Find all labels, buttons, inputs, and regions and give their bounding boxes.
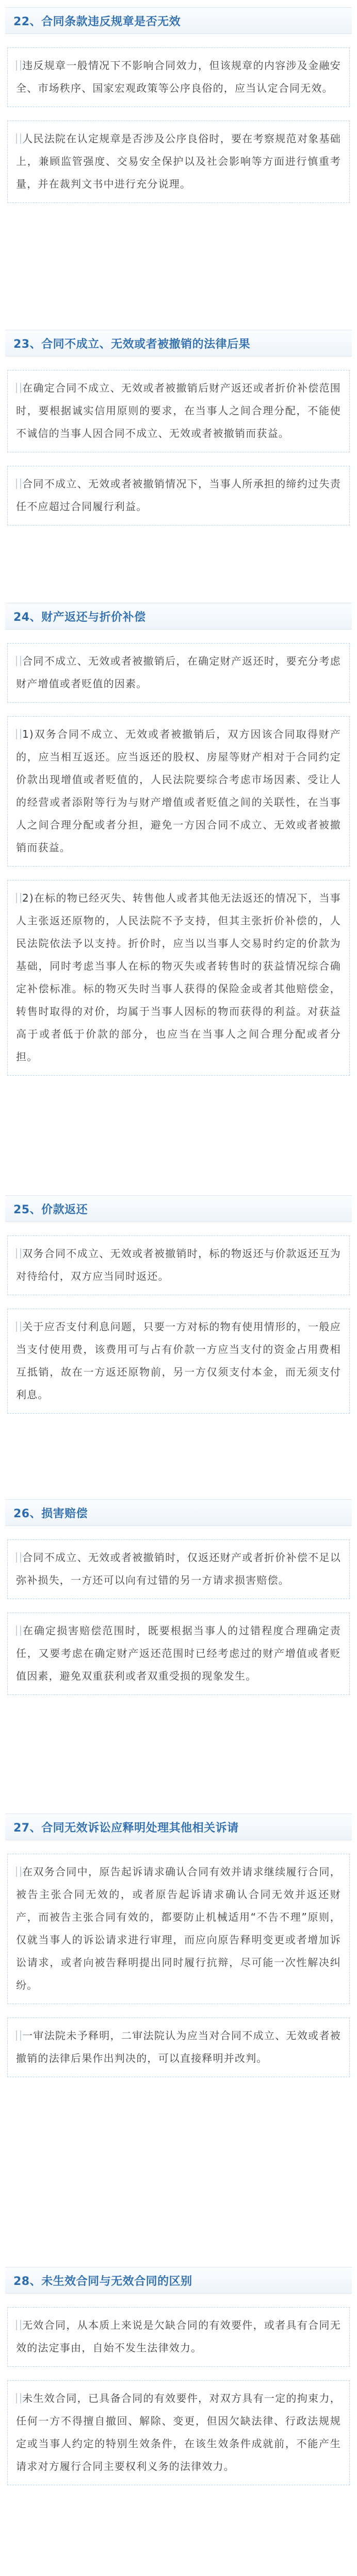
section-title: 27、合同无效诉讼应释明处理其他相关诉请: [13, 1821, 239, 1835]
paragraph-block: [7, 716, 350, 867]
quote-marker-icon: [16, 656, 21, 666]
paragraph-text: 合同不成立、无效或者被撤销情况下，当事人所承担的缔约过失责任不应超过合同履行利益。: [16, 478, 341, 513]
quote-marker-icon: [16, 2320, 21, 2330]
paragraph-text: 一审法院未予释明，二审法院认为应当对合同不成立、无效或者被撤销的法律后果作出判决的，可以直接释明并改判。: [16, 2029, 341, 2064]
paragraph-text: 在双务合同中，原告起诉请求确认合同有效并请求继续履行合同，被告主张合同无效的，或者原告起诉请求确认合同无效并返还财产，而被告主张合同有效的，都要防止机械适用“不告不理”原则，仅就当事人的诉讼请求进行审理，而应向原告释明变更或者增加诉讼请求，或者向被告释明提出同时履行抗辩，尽可能一次性解决纠纷。: [16, 1866, 341, 1991]
paragraph-block: [7, 1539, 350, 1599]
section-27: [0, 1814, 357, 2077]
section-heading: [5, 7, 352, 34]
paragraph-text: 2)在标的物已经灭失、转售他人或者其他无法返还的情况下，当事人主张返还原物的，人民法院不予支持，但其主张折价补偿的，人民法院依法予以支持。折价时，应当以当事人交易时约定的价款为基础，同时考虑当事人在标的物灭失或者转售时的获益情况综合确定补偿标准。标的物灭失时当事人获得的保险金或者其他赔偿金，转售时取得的对价，均属于当事人因标的物而获得的利益。对获益高于或者低于价款的部分，也应当在当事人之间合理分配或者分担。: [16, 892, 341, 1063]
paragraph-block: [7, 643, 350, 703]
quote-marker-icon: [16, 893, 21, 903]
paragraph-text: 未生效合同，已具备合同的有效要件，对双方具有一定的拘束力，任何一方不得擅自撤回、解除、变更，但因欠缺法律、行政法规规定或当事人约定的特别生效条件，在该生效条件成就前，不能产生请求对方履行合同主要权利义务的法律效力。: [16, 2392, 341, 2472]
section-heading: [5, 1814, 352, 1840]
paragraph-block: [7, 47, 350, 107]
quote-marker-icon: [16, 60, 21, 71]
paragraph-block: [7, 121, 350, 203]
paragraph-block: [7, 466, 350, 526]
paragraph-block: [7, 1854, 350, 2004]
paragraph-text: 合同不成立、无效或者被撤销时，仅返还财产或者折价补偿不足以弥补损失，一方还可以向有过错的另一方请求损害赔偿。: [16, 1551, 341, 1586]
section-heading: [5, 330, 352, 357]
paragraph-block: [7, 370, 350, 452]
section-heading: [5, 603, 352, 630]
quote-marker-icon: [16, 1867, 21, 1877]
paragraph-text: 合同不成立、无效或者被撤销后，在确定财产返还时，要充分考虑财产增值或者贬值的因素。: [16, 655, 341, 690]
quote-marker-icon: [16, 729, 21, 739]
paragraph-block: [7, 1235, 350, 1295]
section-28: [0, 2267, 357, 2485]
section-heading: [5, 1195, 352, 1222]
quote-marker-icon: [16, 1625, 21, 1636]
paragraph-block: [7, 2018, 350, 2077]
quote-marker-icon: [16, 1321, 21, 1332]
paragraph-text: 在确定损害赔偿范围时，既要根据当事人的过错程度合理确定责任，又要考虑在确定财产返还范围时已经考虑过的财产增值或者贬值因素，避免双重获利或者双重受损的现象发生。: [16, 1624, 341, 1682]
section-title: 23、合同不成立、无效或者被撤销的法律后果: [13, 337, 251, 351]
quote-marker-icon: [16, 1552, 21, 1563]
paragraph-text: 1)双务合同不成立、无效或者被撤销后，双方因该合同取得财产的，应当相互返还。应当返还的股权、房屋等财产相对于合同约定价款出现增值或者贬值的，人民法院要综合考虑市场因素、受让人的经营或者添附等行为与财产增值或者贬值之间的关联性，在当事人之间合理分配或者分担，避免一方因合同不成立、无效或者被撤销而获益。: [16, 728, 341, 854]
paragraph-text: 双务合同不成立、无效或者被撤销时，标的物返还与价款返还互为对待给付，双方应当同时返还。: [16, 1247, 341, 1282]
paragraph-text: 关于应否支付利息问题，只要一方对标的物有使用情形的，一般应当支付使用费，该费用可与占有价款一方应当支付的资金占用费相互抵销，故在一方返还原物前，另一方仅须支付本金，而无须支付利息。: [16, 1320, 341, 1401]
paragraph-text: 在确定合同不成立、无效或者被撤销后财产返还或者折价补偿范围时，要根据诚实信用原则的要求，在当事人之间合理分配，不能使不诚信的当事人因合同不成立、无效或者被撤销而获益。: [16, 382, 341, 439]
paragraph-text: 无效合同，从本质上来说是欠缺合同的有效要件，或者具有合同无效的法定事由，自始不发生法律效力。: [16, 2319, 341, 2354]
section-24: [0, 603, 357, 1076]
section-heading: [5, 1499, 352, 1526]
paragraph-text: 违反规章一般情况下不影响合同效力，但该规章的内容涉及金融安全、市场秩序、国家宏观政策等公序良俗的，应当认定合同无效。: [16, 59, 341, 94]
paragraph-text: 人民法院在认定规章是否涉及公序良俗时，要在考察规范对象基础上，兼顾监管强度、交易安全保护以及社会影响等方面进行慎重考量，并在裁判文书中进行充分说理。: [16, 132, 341, 190]
section-26: [0, 1499, 357, 1695]
quote-marker-icon: [16, 479, 21, 489]
quote-marker-icon: [16, 2030, 21, 2041]
paragraph-block: [7, 1309, 350, 1414]
paragraph-block: [7, 2307, 350, 2367]
section-22: [0, 0, 357, 203]
quote-marker-icon: [16, 383, 21, 393]
section-title: 24、财产返还与折价补偿: [13, 611, 146, 624]
paragraph-block: [7, 880, 350, 1076]
section-title: 26、损害赔偿: [13, 1507, 88, 1520]
quote-marker-icon: [16, 2393, 21, 2403]
section-25: [0, 1195, 357, 1414]
section-23: [0, 330, 357, 526]
section-title: 25、价款返还: [13, 1203, 88, 1216]
section-heading: [5, 2267, 352, 2294]
section-title: 28、未生效合同与无效合同的区别: [13, 2275, 192, 2288]
quote-marker-icon: [16, 1248, 21, 1259]
paragraph-block: [7, 1613, 350, 1695]
paragraph-block: [7, 2380, 350, 2485]
section-title: 22、合同条款违反规章是否无效: [13, 15, 181, 28]
quote-marker-icon: [16, 133, 21, 144]
